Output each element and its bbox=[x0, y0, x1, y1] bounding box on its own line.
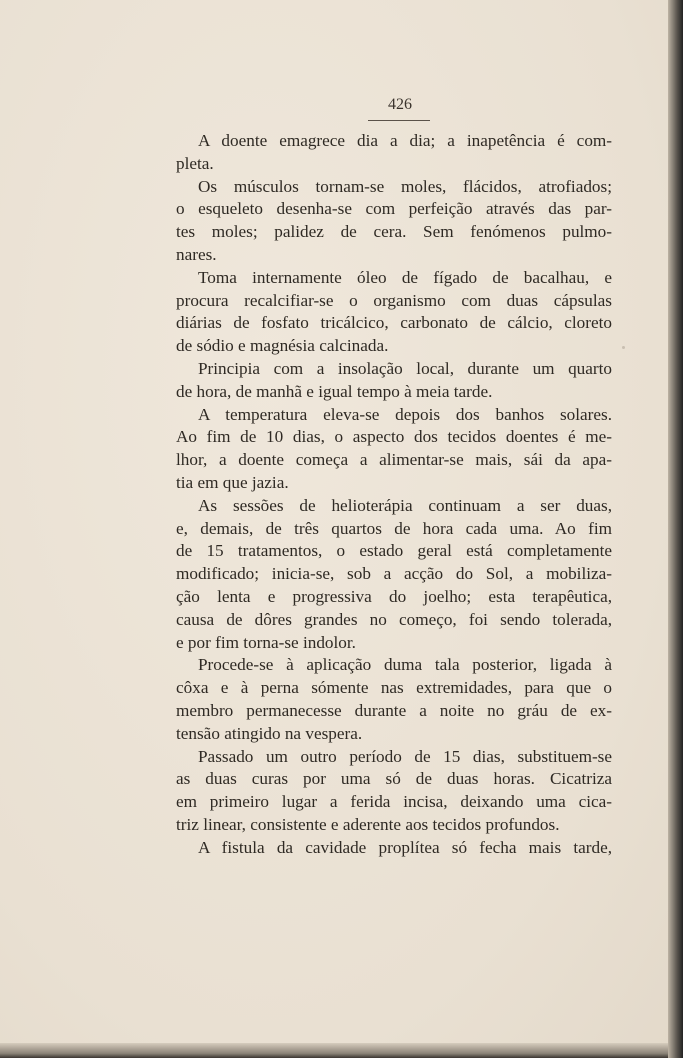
text-line: lhor, a doente começa a alimentar-se mais, sái da apa- bbox=[176, 450, 612, 470]
page-number-rule bbox=[368, 120, 430, 121]
page-right-edge bbox=[668, 0, 683, 1058]
text-line: As sessões de helioterápia continuam a ser duas, bbox=[198, 495, 612, 515]
text-line: Passado um outro período de 15 dias, substituem-se bbox=[198, 746, 612, 766]
text-line: de 15 tratamentos, o estado geral está completamente bbox=[176, 541, 612, 561]
text-line: causa de dôres grandes no começo, foi sendo tolerada, bbox=[176, 609, 612, 629]
text-line: tes moles; palidez de cera. Sem fenómenos pulmo- bbox=[176, 222, 612, 242]
text-line: A doente emagrece dia a dia; a inapetência é com- bbox=[198, 131, 612, 150]
text-line: nares. bbox=[176, 244, 217, 264]
text-line: procura recalcifiar-se o organismo com duas cápsulas bbox=[176, 290, 612, 310]
text-line: de hora, de manhã e igual tempo à meia tarde. bbox=[176, 381, 493, 401]
text-line: em primeiro lugar a ferida incisa, deixando uma cica- bbox=[176, 792, 612, 812]
text-line: pleta. bbox=[176, 153, 214, 173]
text-line: modificado; inicia-se, sob a acção do Sol, a mobiliza- bbox=[176, 564, 612, 584]
text-line: tia em que jazia. bbox=[176, 472, 289, 492]
text-line: Procede-se à aplicação duma tala posterior, ligada à bbox=[198, 655, 612, 675]
text-line: diárias de fosfato tricálcico, carbonato de cálcio, cloreto bbox=[176, 313, 612, 333]
page-number: 426 bbox=[388, 96, 412, 113]
text-line: Ao fim de 10 dias, o aspecto dos tecidos doentes é me- bbox=[176, 427, 612, 447]
text-line: Os músculos tornam-se moles, flácidos, atrofiados; bbox=[198, 176, 612, 196]
text-line: membro permanecesse durante a noite no gráu de ex- bbox=[176, 700, 612, 720]
body-text bbox=[176, 130, 612, 860]
text-line: Principia com a insolação local, durante um quarto bbox=[198, 358, 612, 378]
text-line: A temperatura eleva-se depois dos banhos solares. bbox=[198, 404, 612, 424]
text-line: tensão atingido na vespera. bbox=[176, 723, 363, 743]
text-line: as duas curas por uma só de duas horas. Cicatriza bbox=[176, 769, 612, 789]
text-line: ção lenta e progressiva do joelho; esta terapêutica, bbox=[176, 586, 612, 606]
text-line: A fistula da cavidade proplítea só fecha mais tarde, bbox=[198, 837, 612, 857]
page-bottom-edge bbox=[0, 1043, 668, 1058]
text-line: o esqueleto desenha-se com perfeição através das par- bbox=[176, 199, 612, 219]
text-line: triz linear, consistente e aderente aos tecidos profundos. bbox=[176, 814, 560, 834]
text-line: e por fim torna-se indolor. bbox=[176, 632, 356, 652]
text-line: de sódio e magnésia calcinada. bbox=[176, 336, 389, 356]
paper-speck bbox=[622, 346, 625, 349]
text-line: côxa e à perna sómente nas extremidades, para que o bbox=[176, 678, 612, 698]
text-line: Toma internamente óleo de fígado de bacalhau, e bbox=[198, 267, 612, 287]
text-line: e, demais, de três quartos de hora cada uma. Ao fim bbox=[176, 518, 612, 538]
